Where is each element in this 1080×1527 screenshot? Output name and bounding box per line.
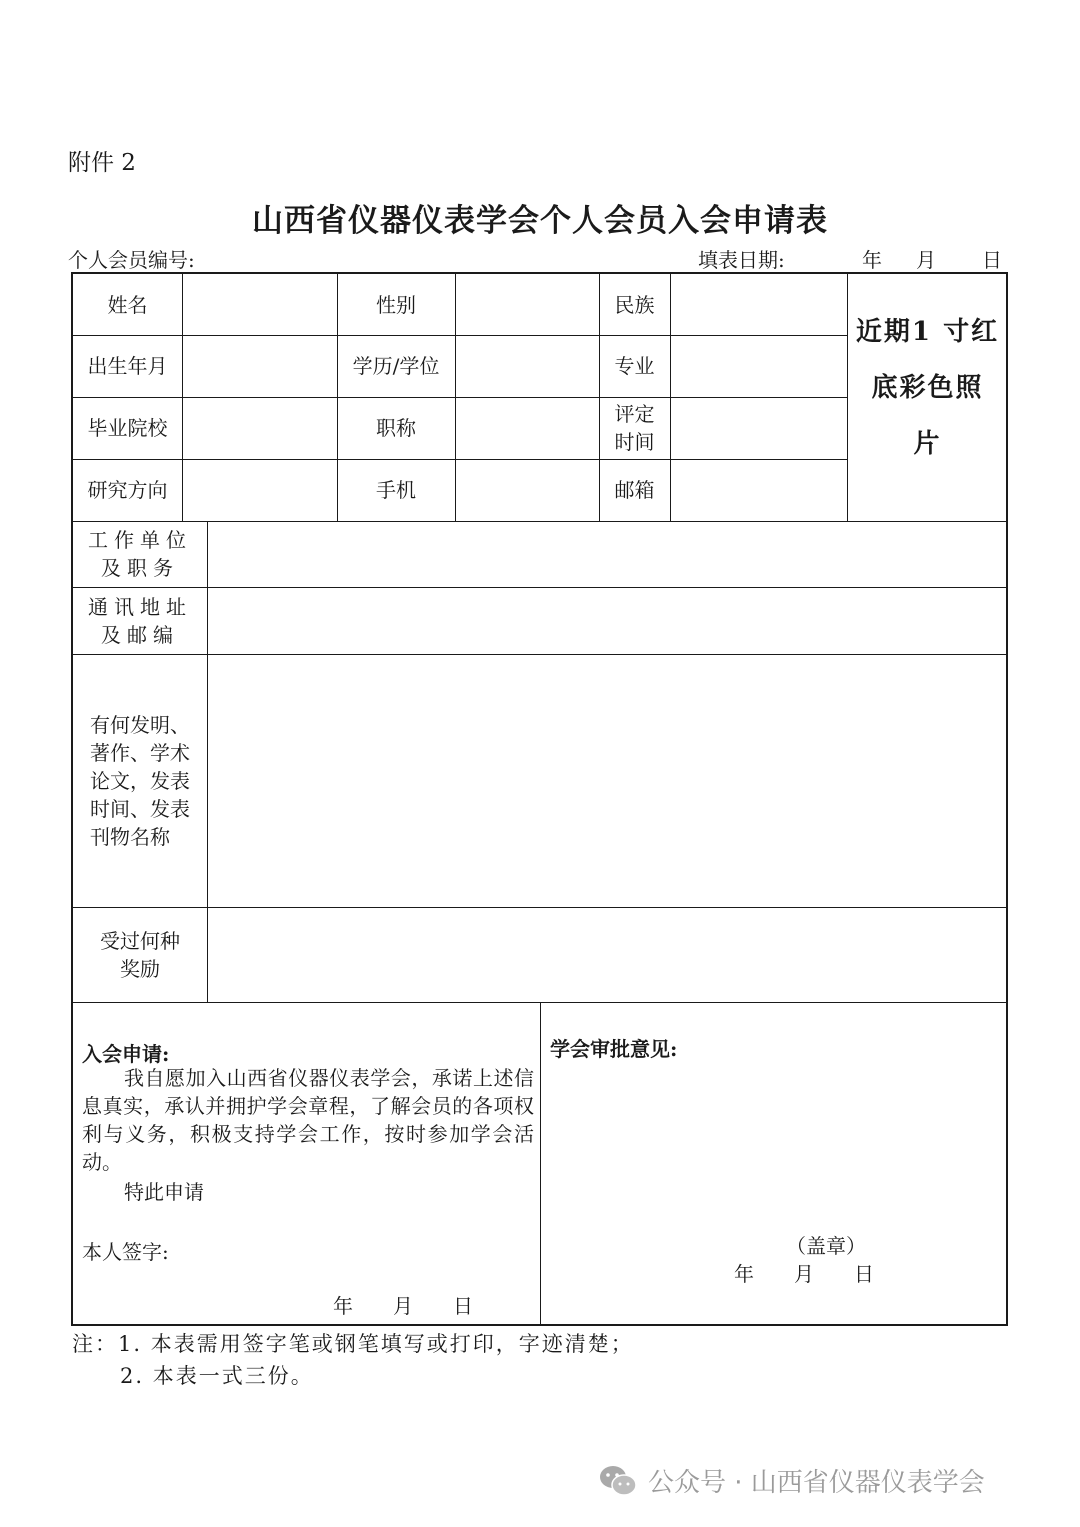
- member-number-label: 个人会员编号:: [68, 248, 195, 272]
- input-education[interactable]: [455, 335, 599, 397]
- note-line-1: 注：1. 本表需用签字笔或钢笔填写或打印，字迹清楚；: [72, 1332, 634, 1356]
- application-title: 入会申请:: [82, 1042, 170, 1066]
- label-major: 专业: [614, 354, 655, 378]
- input-work-unit[interactable]: [207, 521, 1008, 587]
- fill-date-month: 月: [916, 248, 936, 272]
- label-gender: 性别: [376, 292, 416, 317]
- input-publications[interactable]: [207, 654, 1008, 907]
- label-research: 研究方向: [87, 478, 168, 502]
- application-closing: 特此申请: [124, 1180, 204, 1204]
- application-date: 年 月 日: [333, 1294, 473, 1318]
- label-awards: 受过何种 奖励: [100, 928, 180, 981]
- label-ethnicity: 民族: [614, 292, 655, 317]
- input-email[interactable]: [670, 459, 847, 521]
- signature-label: 本人签字:: [82, 1240, 169, 1264]
- input-phone[interactable]: [455, 459, 599, 521]
- label-school: 毕业院校: [87, 416, 168, 440]
- fill-date-day: 日: [982, 248, 1002, 272]
- input-eval-time[interactable]: [670, 397, 847, 459]
- label-name: 姓名: [107, 292, 148, 317]
- form-title: 山西省仪器仪表学会个人会员入会申请表: [252, 203, 828, 239]
- input-address[interactable]: [207, 587, 1008, 654]
- label-eval-time: 评定 时间: [614, 402, 655, 454]
- input-name[interactable]: [182, 274, 337, 335]
- input-ethnicity[interactable]: [670, 274, 847, 335]
- input-title[interactable]: [455, 397, 599, 459]
- watermark-text: 公众号 · 山西省仪器仪表学会: [648, 1468, 985, 1498]
- input-birth[interactable]: [182, 335, 337, 397]
- label-title: 职称: [376, 416, 416, 440]
- fill-date-year: 年: [862, 248, 882, 272]
- label-address: 通讯地址 及邮编: [88, 594, 192, 647]
- watermark: [598, 1462, 985, 1499]
- photo-placeholder: 近期1 寸红 底彩色照 片: [855, 317, 1000, 459]
- input-gender[interactable]: [455, 274, 599, 335]
- wechat-icon: [598, 1464, 638, 1498]
- label-email: 邮箱: [614, 478, 655, 502]
- input-research[interactable]: [182, 459, 337, 521]
- approval-title: 学会审批意见:: [550, 1037, 678, 1061]
- approval-seal: （盖章）: [786, 1234, 866, 1258]
- input-awards[interactable]: [207, 907, 1008, 1002]
- fill-date-label: 填表日期:: [698, 248, 785, 272]
- label-phone: 手机: [376, 478, 416, 502]
- attachment-label: 附件 2: [68, 150, 136, 176]
- input-major[interactable]: [670, 335, 847, 397]
- approval-date: 年 月 日: [734, 1262, 874, 1286]
- note-line-2: 2. 本表一式三份。: [120, 1364, 314, 1388]
- application-body: 我自愿加入山西省仪器仪表学会，承诺上述信息真实，承认并拥护学会章程，了解会员的各项权利与义务，积极支持学会工作，按时参加学会活动。: [82, 1066, 534, 1174]
- label-education: 学历/学位: [352, 354, 440, 378]
- label-work-unit: 工作单位 及职务: [88, 528, 192, 580]
- label-birth: 出生年月: [87, 354, 168, 378]
- label-publications: 有何发明、 著作、学术 论文，发表 时间、发表 刊物名称: [90, 712, 190, 849]
- input-school[interactable]: [182, 397, 337, 459]
